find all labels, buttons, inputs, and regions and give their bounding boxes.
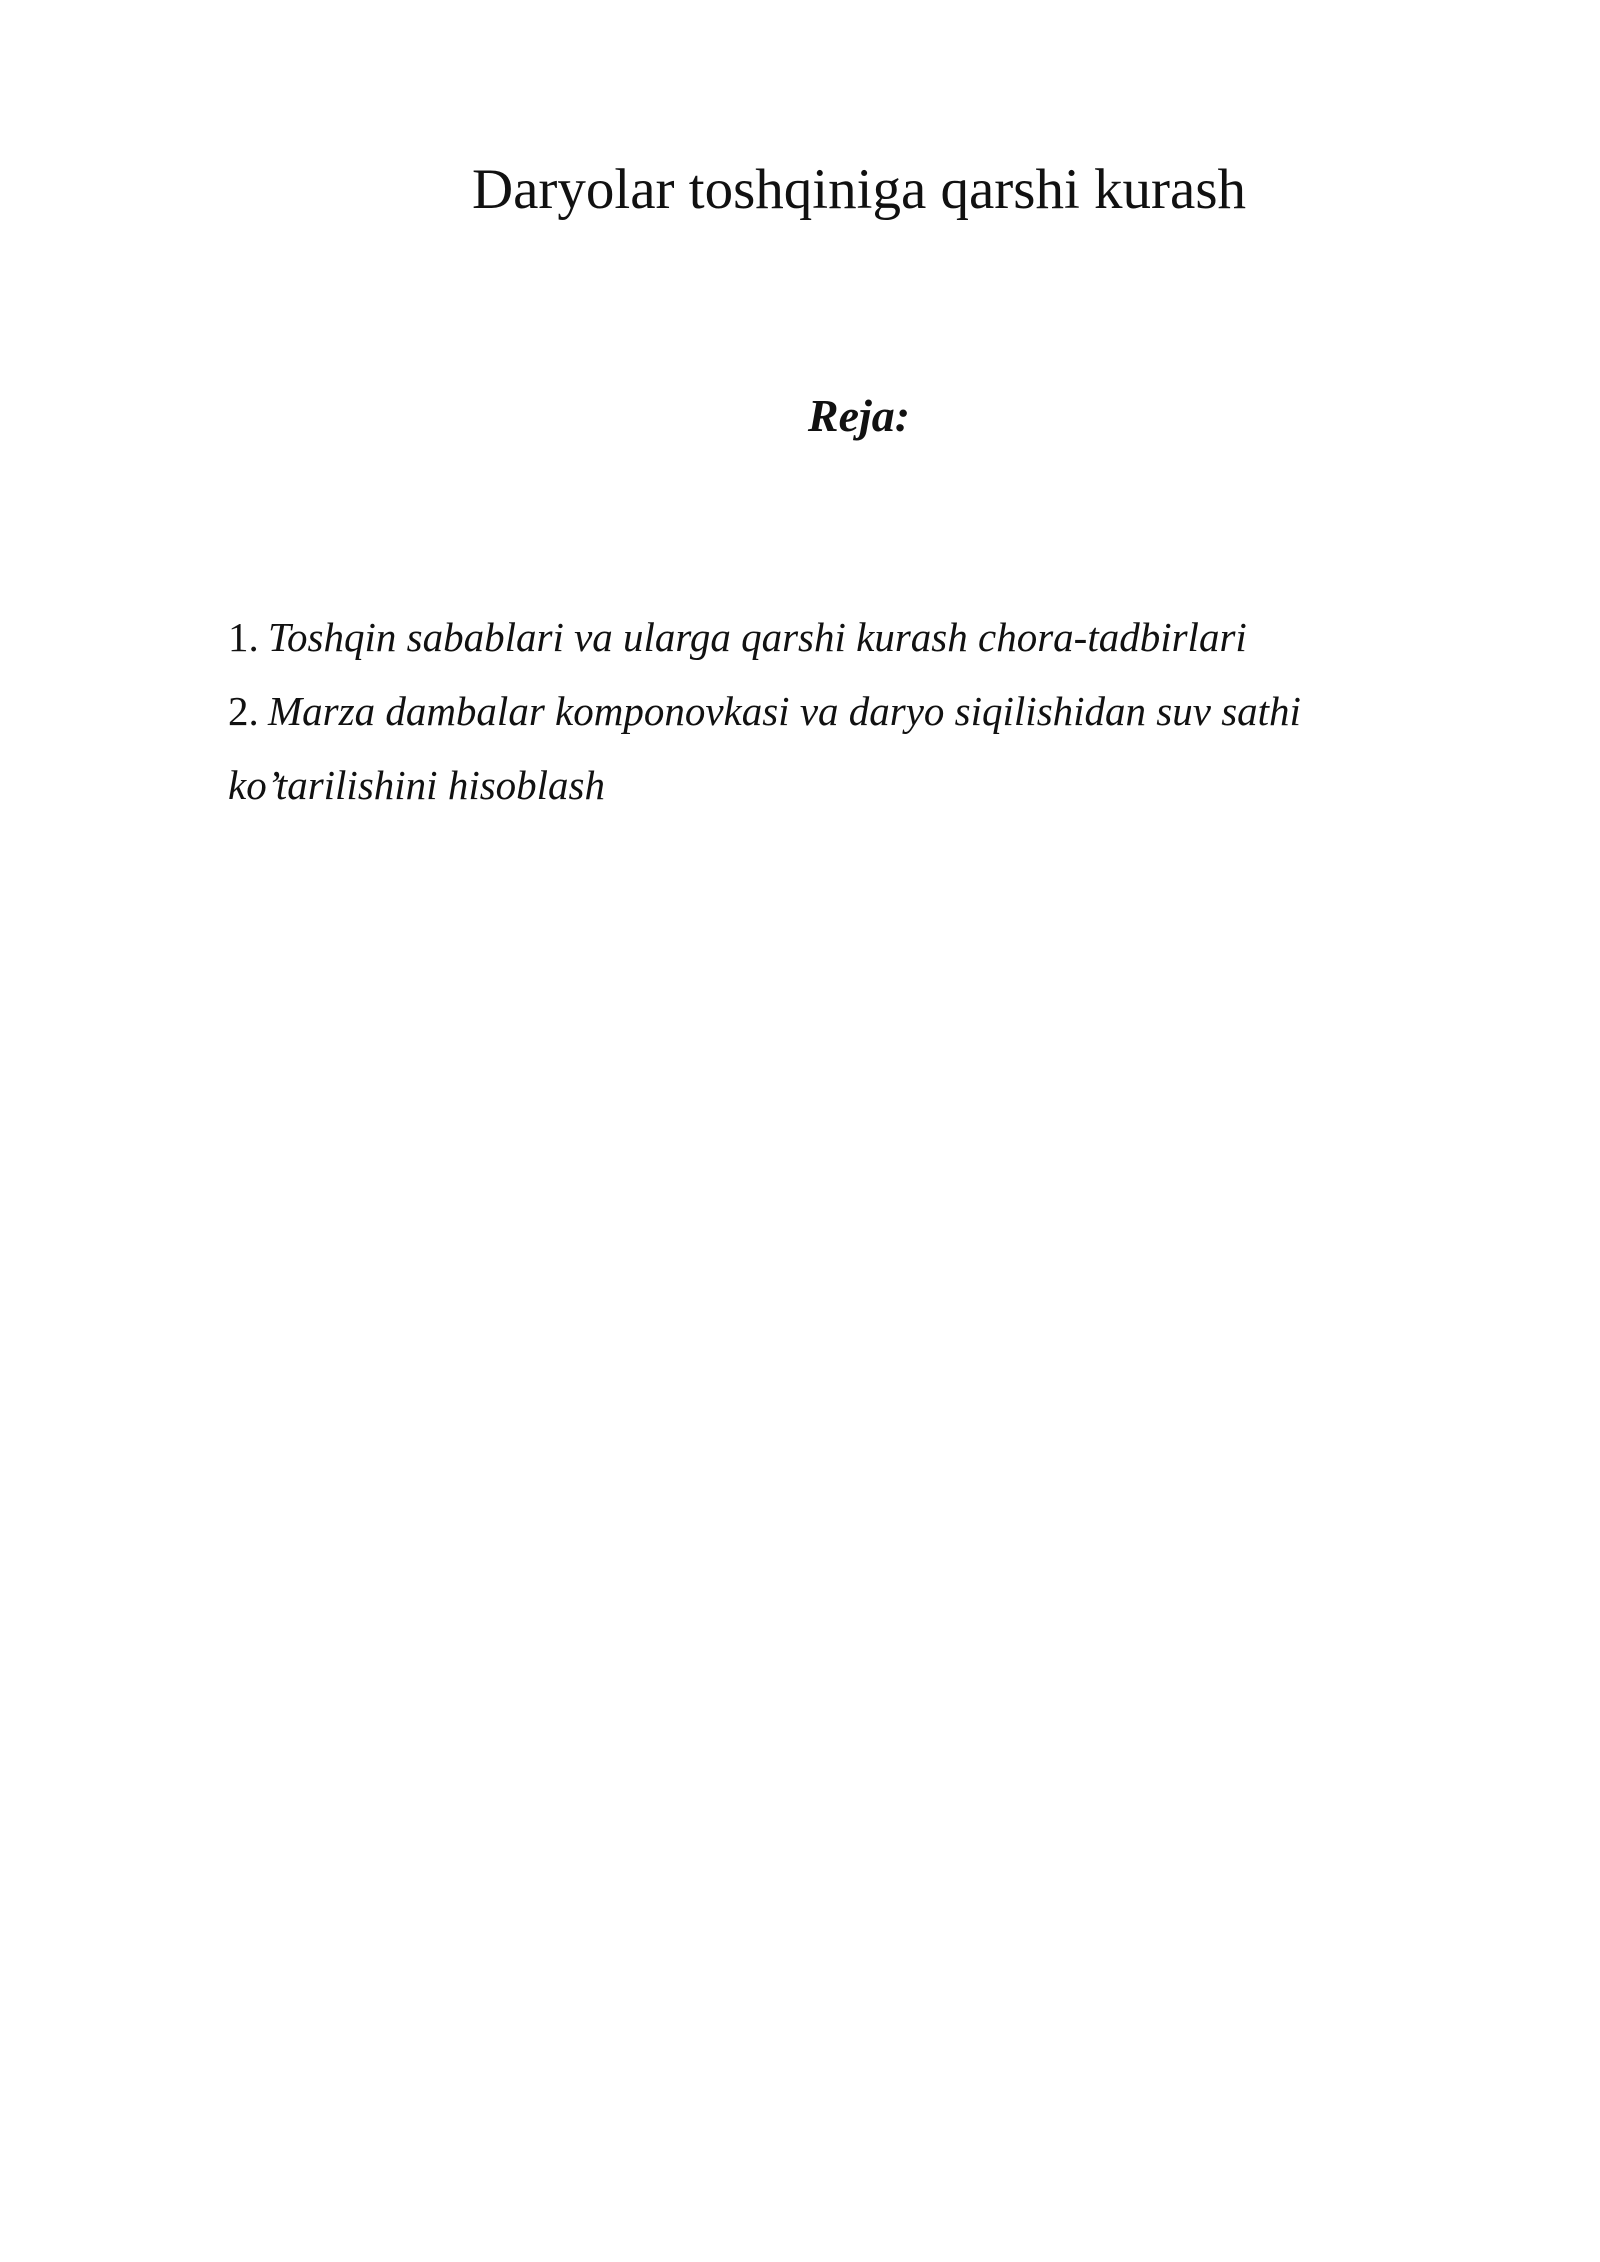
plan-item-2: [228, 674, 1408, 822]
plan-heading: Reja:: [807, 390, 911, 441]
plan-item-text: Marza dambalar komponovkasi va daryo siqilishidan suv sathi: [268, 688, 1301, 734]
plan-item-text: Toshqin sabablari va ularga qarshi kurash chora-tadbirlari: [268, 614, 1247, 660]
document-title: Daryolar toshqiniga qarshi kurash: [471, 158, 1247, 221]
plan-list: [228, 600, 1408, 822]
plan-item-text-continuation: ko’tarilishini hisoblash: [228, 762, 606, 808]
plan-item-1: [228, 600, 1408, 674]
plan-item-number: 1.: [228, 614, 259, 660]
plan-item-number: 2.: [228, 688, 259, 734]
